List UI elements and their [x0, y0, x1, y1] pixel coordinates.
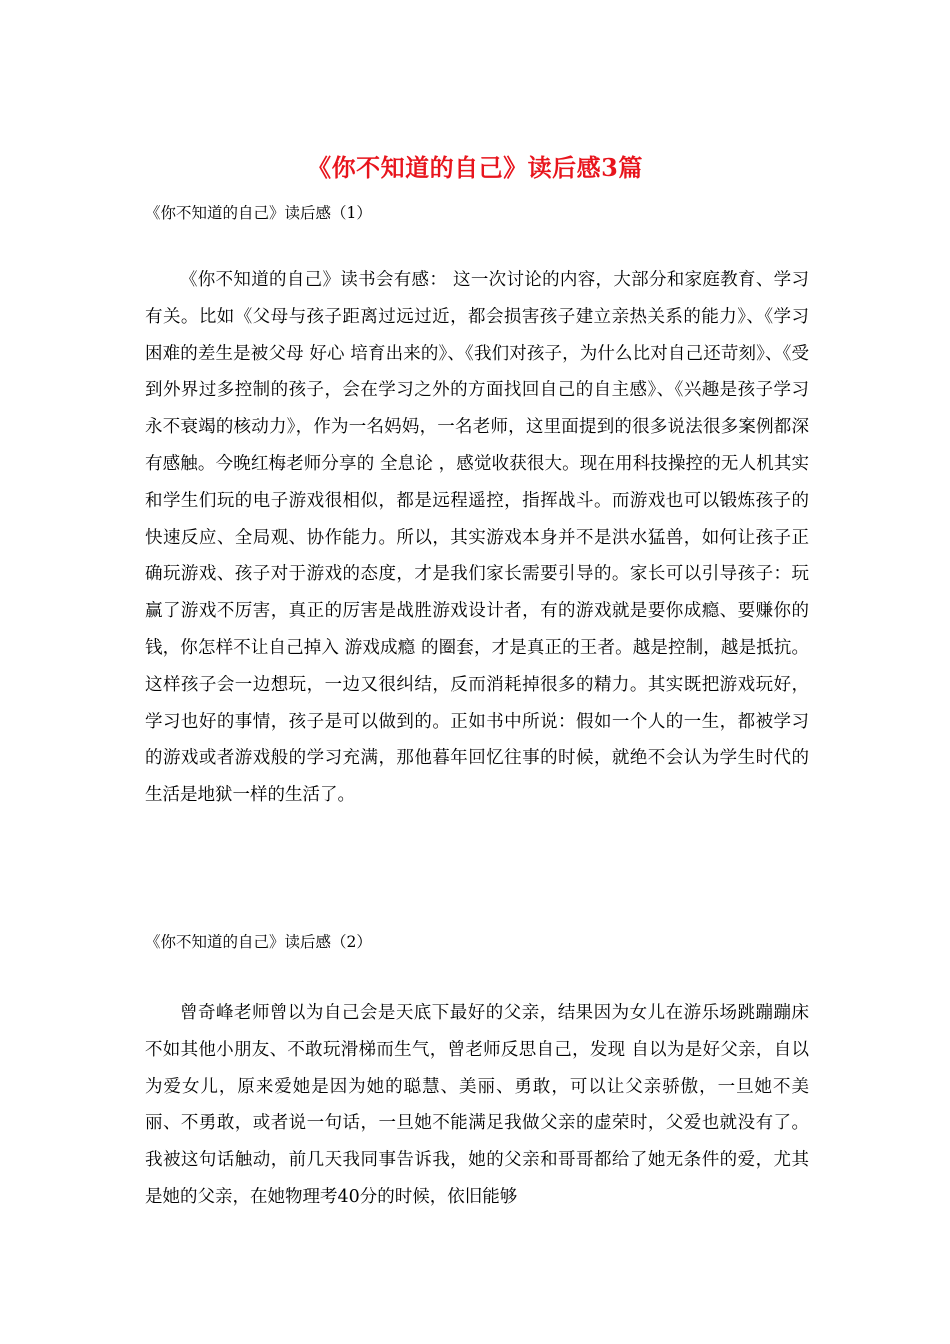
section-paragraph-1: 《你不知道的自己》读书会有感： 这一次讨论的内容，大部分和家庭教育、学习有关。比如《父母与孩子距离过远过近，都会损害孩子建立亲热关系的能力》、《学习困难的差生是被父母 好心 培育出来的》、《我们对孩子，为什么比对自己还苛刻》、《受到外界过多控制的孩子，会在学习之外的方面找回自己的自主感》、《兴趣是孩子学习永不衰竭的核动力》，作为一名妈妈，一名老师，这里面提到的很多说法很多案例都深有感触。今晚红梅老师分享的 全息论 ，感觉收获很大。现在用科技操控的无人机其实和学生们玩的电子游戏很相似，都是远程遥控，指挥战斗。而游戏也可以锻炼孩子的快速反应、全局观、协作能力。所以，其实游戏本身并不是洪水猛兽，如何让孩子正确玩游戏、孩子对于游戏的态度，才是我们家长需要引导的。家长可以引导孩子：玩赢了游戏不厉害，真正的厉害是战胜游戏设计者，有的游戏就是要你成瘾、要赚你的钱，你怎样不让自己掉入 游戏成瘾 的圈套，才是真正的王者。越是控制，越是抵抗。这样孩子会一边想玩，一边又很纠结，反而消耗掉很多的精力。其实既把游戏玩好，学习也好的事情，孩子是可以做到的。正如书中所说：假如一个人的一生，都被学习的游戏或者游戏般的学习充满，那他暮年回忆往事的时候，就绝不会认为学生时代的生活是地狱一样的生活了。 [145, 270, 809, 806]
section-paragraph-2: 曾奇峰老师曾以为自己会是天底下最好的父亲，结果因为女儿在游乐场跳蹦蹦床不如其他小朋友、不敢玩滑梯而生气，曾老师反思自己，发现 自以为是好父亲，自以为爱女儿，原来爱她是因为她的聪慧、美丽、勇敢，可以让父亲骄傲，一旦她不美丽、不勇敢，或者说一句话，一旦她不能满足我做父亲的虚荣时，父爱也就没有了。 我被这句话触动，前几天我同事告诉我，她的父亲和哥哥都给了她无条件的爱，尤其是她的父亲，在她物理考40分的时候，依旧能够 [145, 1003, 809, 1207]
document-title: 《你不知道的自己》读后感3篇 [307, 153, 643, 182]
section-heading-1: 《你不知道的自己》读后感（1） [145, 204, 372, 222]
section-heading-2: 《你不知道的自己》读后感（2） [145, 933, 372, 951]
